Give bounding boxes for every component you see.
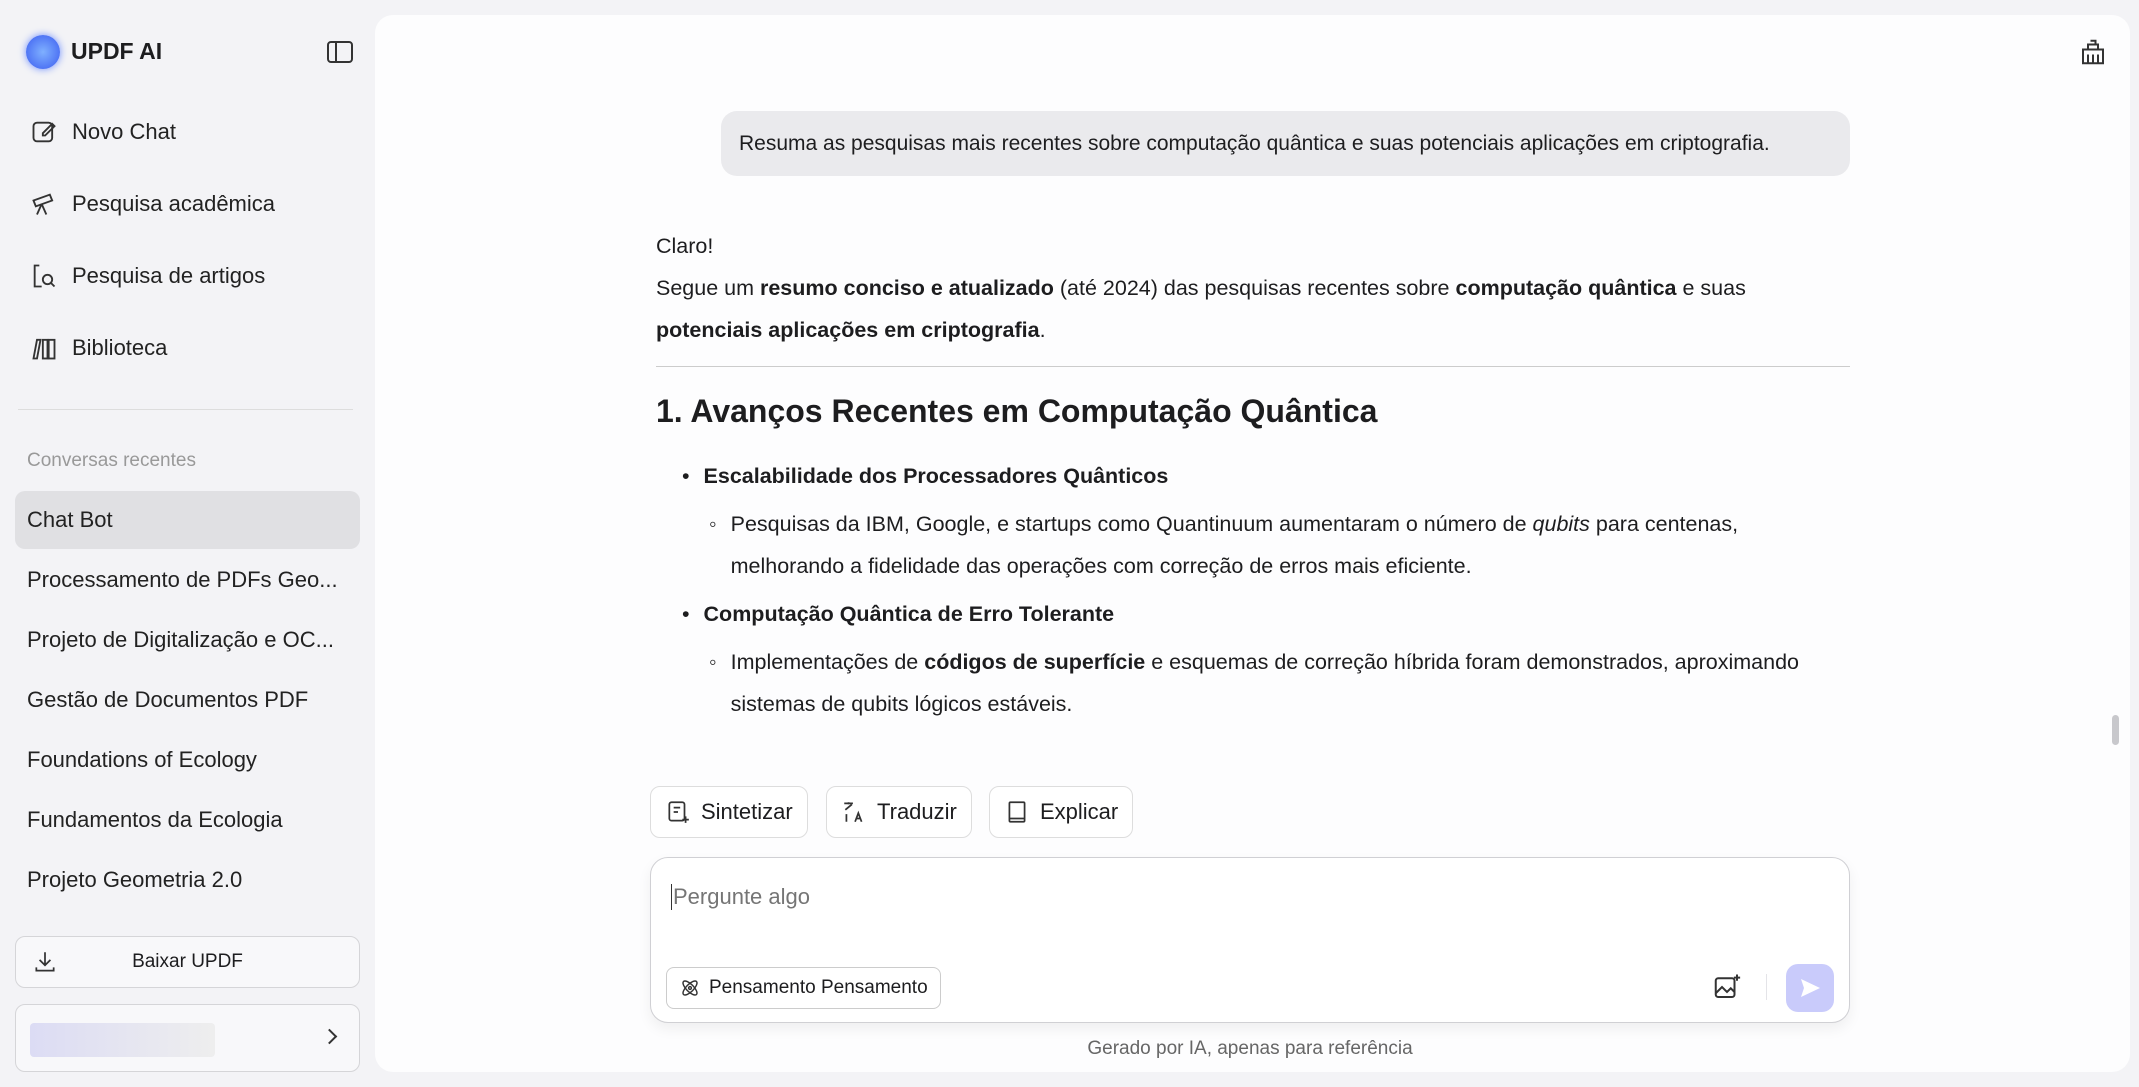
list-item: • Escalabilidade dos Processadores Quânticos [682,464,1169,488]
nav-label: Pesquisa de artigos [72,263,266,288]
traduzir-button[interactable] [826,786,972,838]
conversation-item[interactable]: Chat Bot [15,491,360,549]
nav-biblioteca[interactable] [30,334,167,362]
thinking-toggle[interactable] [666,967,941,1009]
conversation-item[interactable]: Foundations of Ecology [27,747,257,772]
separator [1766,974,1767,1000]
chevron-right-icon [322,1029,338,1045]
download-icon [32,949,58,975]
atom-icon [679,977,701,999]
app-title: UPDF AI [71,38,163,64]
book-icon [1004,799,1030,825]
divider [18,409,353,410]
thinking-label: Pensamento Pensamento [709,977,928,998]
avatar [30,1023,215,1057]
conversation-item[interactable]: Projeto de Digitalização e OC... [27,627,334,652]
recent-label: Conversas recentes [27,450,196,471]
send-button[interactable] [1786,964,1834,1012]
explicar-button[interactable] [989,786,1133,838]
nav-label: Novo Chat [72,119,176,144]
conversation-item[interactable]: Projeto Geometria 2.0 [27,867,243,892]
list-subitem: ◦ Implementações de códigos de superfície e esquemas de correção híbrida foram demonstrados, aproximando sistemas de qubits lógicos estáveis. [709,650,1799,716]
nav-pesquisa-artigos[interactable] [30,262,265,290]
chat-panel [375,15,2130,1072]
sintetizar-button[interactable] [650,786,808,838]
collapse-sidebar-icon[interactable] [327,41,353,63]
send-icon [1798,976,1822,1000]
ai-disclaimer: Gerado por IA, apenas para referência [1087,1038,1413,1059]
response-list [682,455,1852,725]
document-search-icon [30,262,58,290]
response-heading: 1. Avanços Recentes em Computação Quântica [656,393,1378,429]
conversation-item[interactable]: Gestão de Documentos PDF [27,687,309,712]
clear-chat-icon[interactable] [2078,37,2108,67]
edit-icon [30,118,58,146]
message-input[interactable] [671,884,1771,910]
download-updf-button[interactable] [15,936,360,988]
button-label: Sintetizar [701,799,793,824]
response-paragraph: Segue um resumo conciso e atualizado (até 2024) das pesquisas recentes sobre computação quântica e suas potenciais aplicações em criptografia. [656,276,1746,342]
list-subitem: ◦ Pesquisas da IBM, Google, e startups como Quantinuum aumentaram o número de qubits para centenas, melhorando a fidelidade das operações com correção de erros mais eficiente. [709,512,1739,578]
assistant-intro [656,225,1856,351]
response-text: Claro! [656,234,714,258]
telescope-icon [30,190,58,218]
conversation-item[interactable]: Processamento de PDFs Geo... [27,567,338,592]
scrollbar-thumb[interactable] [2112,715,2119,745]
download-label: Baixar UPDF [132,951,243,972]
summarize-icon [665,799,691,825]
nav-label: Biblioteca [72,335,168,360]
nav-novo-chat[interactable] [30,118,176,146]
translate-icon [841,799,867,825]
list-item: • Computação Quântica de Erro Tolerante [682,602,1115,626]
response-divider [656,366,1850,367]
fade-overlay [645,745,1865,785]
profile-button[interactable] [15,1004,360,1072]
user-message: Resuma as pesquisas mais recentes sobre computação quântica e suas potenciais aplicações em criptografia. [721,111,1850,176]
library-icon [30,334,58,362]
logo-icon [26,35,60,69]
button-label: Explicar [1040,799,1119,824]
nav-label: Pesquisa acadêmica [72,191,276,216]
image-upload-icon[interactable] [1712,972,1742,1002]
button-label: Traduzir [877,799,957,824]
message-input-box [650,857,1850,1023]
conversation-item[interactable]: Fundamentos da Ecologia [27,807,283,832]
nav-pesquisa-academica[interactable] [30,190,275,218]
